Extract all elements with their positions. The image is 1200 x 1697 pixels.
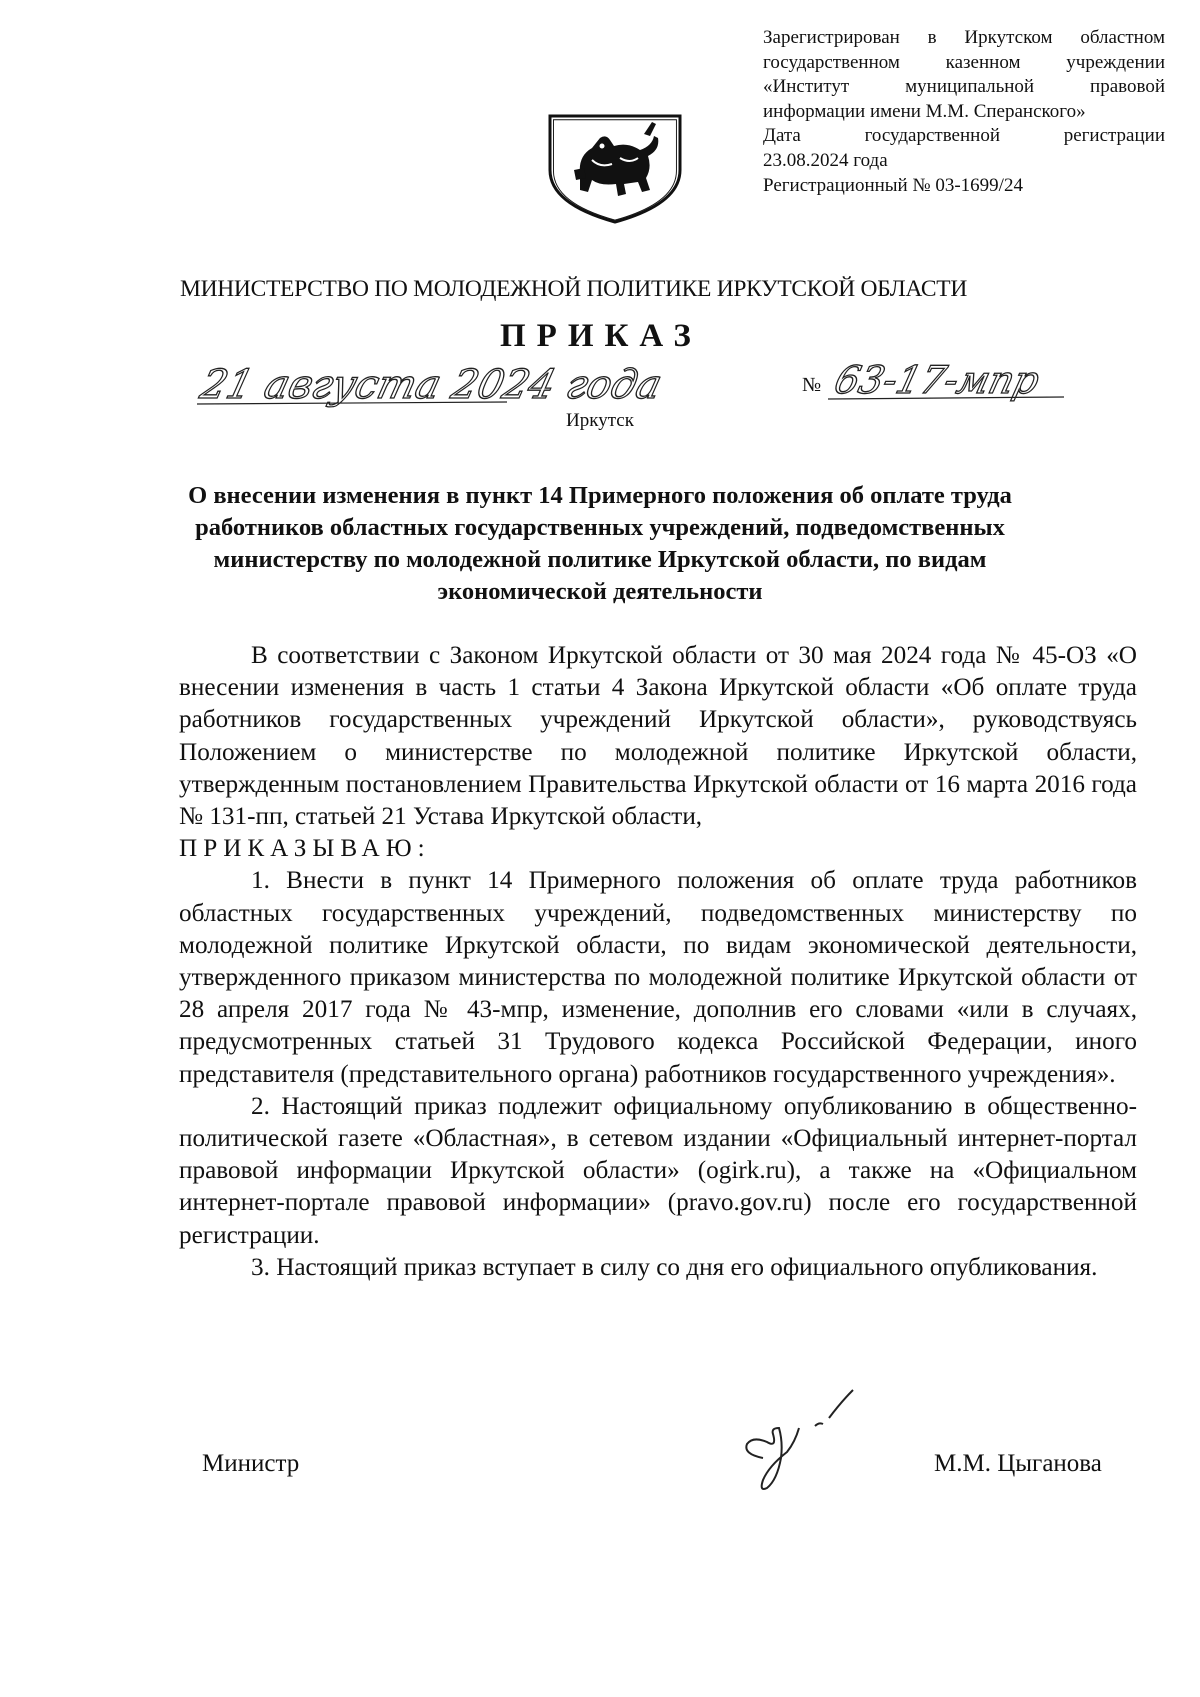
coat-of-arms-icon bbox=[540, 112, 690, 226]
registration-line: информации имени М.М. Сперанского» bbox=[763, 100, 1086, 122]
handwritten-date-text: 21 августа 2024 года bbox=[196, 360, 667, 408]
signer-name: М.М. Цыганова bbox=[934, 1450, 1102, 1477]
signer-position: Министр bbox=[202, 1450, 300, 1477]
document-title: О внесении изменения в пункт 14 Примерного положения об оплате труда работников областных государственных учреждений, подведомственных министерству по молодежной политике Иркутской области, по видам экономической деятельности bbox=[188, 482, 1012, 605]
point-paragraph: 1. Внести в пункт 14 Примерного положения об оплате труда работников областных государственных учреждений, подведомственных министерству по молодежной политике Иркутской области, по видам экономической деятельности, утвержденного приказом министерства по молодежной политике Иркутской области от 28 апреля 2017 года № 43-мпр, изменение, дополнив его словами «или в случаях, предусмотренных статьей 31 Трудового кодекса Российской Федерации, иного представителя (представительного органа) работников государственного учреждения». bbox=[179, 867, 1137, 1088]
registration-line: Зарегистрирован в Иркутском областном bbox=[763, 27, 1165, 48]
document-body bbox=[179, 640, 1137, 1284]
registration-line: государственном казенном учреждении bbox=[763, 51, 1165, 73]
number-label: № bbox=[802, 374, 822, 396]
ministry-name: МИНИСТЕРСТВО ПО МОЛОДЕЖНОЙ ПОЛИТИКЕ ИРКУТСКОЙ ОБЛАСТИ bbox=[180, 276, 968, 302]
handwritten-signature bbox=[733, 1388, 873, 1498]
handwritten-number-text: 63-17-мпр bbox=[830, 358, 1044, 403]
point-paragraph: 2. Настоящий приказ подлежит официальному опубликованию в общественно-политической газете «Областная», в сетевом издании «Официальный интернет-портал правовой информации Иркутской области» (ogirk.ru), а также на «Официальном интернет-портале правовой информации» (pravo.gov.ru) после его государственной регистрации. bbox=[179, 1092, 1137, 1249]
registration-line: Регистрационный № 03-1699/24 bbox=[763, 174, 1023, 196]
registration-line: Дата государственной регистрации bbox=[763, 125, 1165, 147]
decree-word: ПРИКАЗЫВАЮ: bbox=[179, 835, 431, 863]
registration-stamp bbox=[763, 26, 1165, 198]
city: Иркутск bbox=[566, 410, 634, 431]
registration-line: 23.08.2024 года bbox=[763, 149, 888, 171]
point-paragraph: 3. Настоящий приказ вступает в силу со дня его официального опубликования. bbox=[251, 1253, 1098, 1281]
registration-line: «Институт муниципальной правовой bbox=[763, 76, 1165, 98]
handwritten-number bbox=[828, 355, 1068, 415]
document-type: ПРИКАЗ bbox=[500, 318, 702, 354]
preamble-paragraph: В соответствии с Законом Иркутской области от 30 мая 2024 года № 45-ОЗ «О внесении изменения в часть 1 статьи 4 Закона Иркутской области «Об оплате труда работников государственных учреждений Иркутской области», руководствуясь Положением о министерстве по молодежной политике Иркутской области, утвержденным постановлением Правительства Иркутской области от 16 марта 2016 года № 131-пп, статьей 21 Устава Иркутской области, bbox=[179, 642, 1137, 831]
